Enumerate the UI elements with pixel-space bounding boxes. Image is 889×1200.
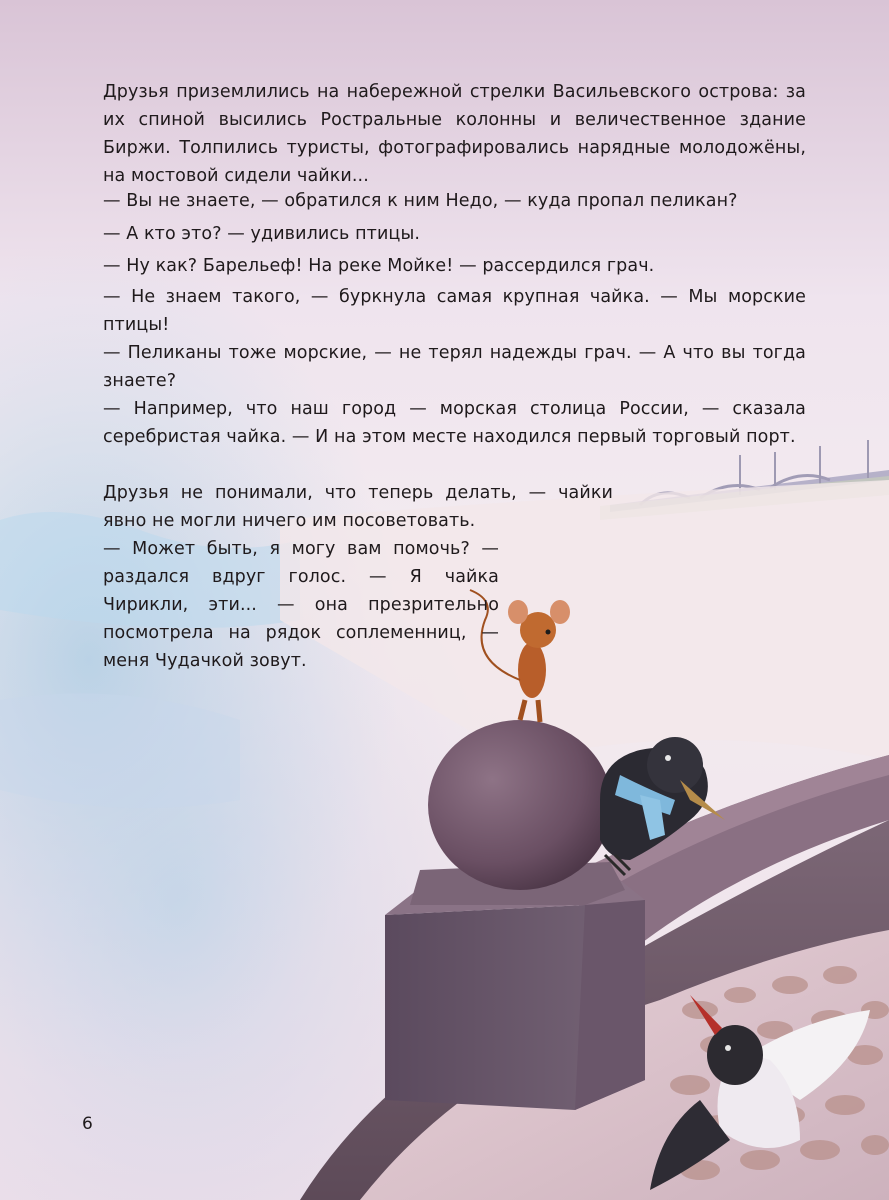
paragraph-8: Друзья не понимали, что теперь делать, — чайки явно не могли ничего им посоветовать. [103, 483, 613, 531]
paragraph-5: — Не знаем такого, — буркнула самая крупная чайка. — Мы морские птицы! [103, 287, 806, 335]
paragraph-6: — Пеликаны тоже морские, — не терял надежды грач. — А что вы тогда знаете? [103, 343, 806, 391]
page-number: 6 [82, 1114, 93, 1134]
paragraph-7: — Например, что наш город — морская столица России, — сказала серебристая чайка. — И на этом месте находился первый торговый порт. [103, 399, 806, 447]
paragraph-9: — Может быть, я могу вам помочь? — раздался вдруг голос. — Я чайка Чирикли, эти... — она презрительно посмотрела на рядок соплеменниц, — меня Чудачкой зовут. [103, 539, 499, 671]
paragraph-4: — Ну как? Барельеф! На реке Мойке! — рассердился грач. [103, 256, 655, 276]
paragraph-1: Друзья приземлились на набережной стрелки Васильевского острова: за их спиной высились Ростральные колонны и величественное здание Биржи. Толпились туристы, фотографировались нарядные молодожёны, на мостовой сидели чайки... [103, 82, 806, 186]
paragraph-3: — А кто это? — удивились птицы. [103, 224, 421, 244]
paragraph-2: — Вы не знаете, — обратился к ним Недо, — куда пропал пеликан? [103, 191, 738, 211]
